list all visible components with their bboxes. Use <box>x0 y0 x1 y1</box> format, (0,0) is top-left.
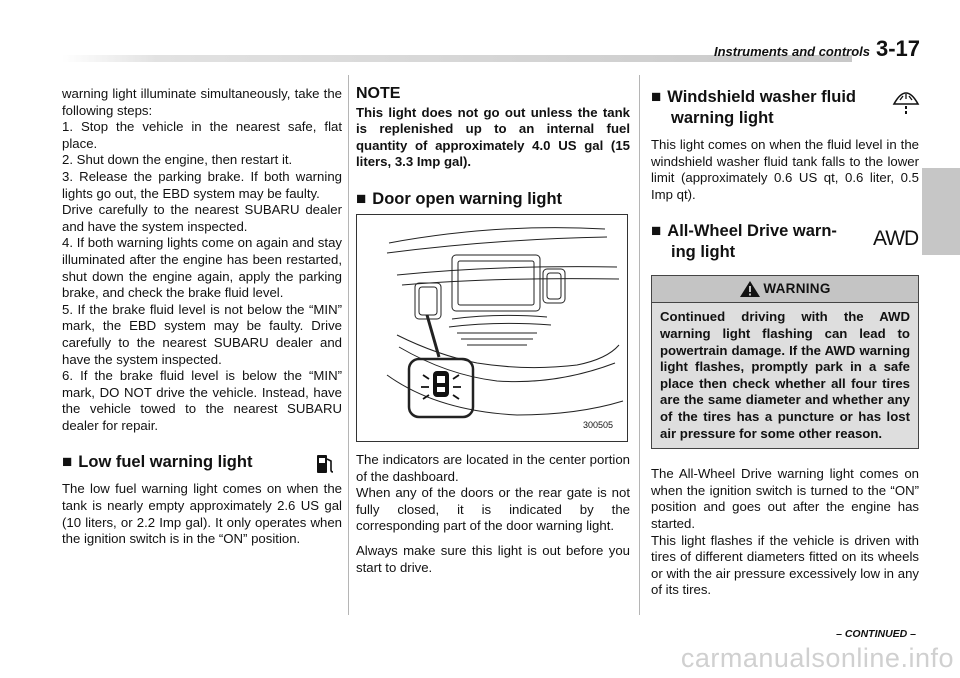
section-title: Instruments and controls <box>713 44 870 59</box>
door-text: When any of the doors or the rear gate is not fully closed, it is indicated by the corresponding part of the door warning light. <box>356 485 630 534</box>
column-left <box>62 86 342 548</box>
step: 4. If both warning lights come on again and stay illuminated after the engine has been restarted, shut down the engine again, apply the parking brake, and check the brake fluid level. <box>62 235 342 301</box>
step: 2. Shut down the engine, then restart it. <box>62 152 293 168</box>
awd-heading: ■ All-Wheel Drive warn- ing light AWD <box>651 221 919 262</box>
square-bullet-icon: ■ <box>651 221 662 241</box>
paragraph: warning light illuminate simultaneously, take the following steps: <box>62 86 342 118</box>
warning-triangle-icon <box>739 280 761 298</box>
door-text: The indicators are located in the center portion of the dashboard. <box>356 451 630 484</box>
page-number: 3-17 <box>875 36 920 61</box>
square-bullet-icon: ■ <box>62 452 73 472</box>
door-warning-location-illustration <box>357 215 627 441</box>
step: 3. Release the parking brake. If both warning lights go out, the EBD system may be faulty. <box>62 168 342 201</box>
awd-text: The All-Wheel Drive warning light comes on when the ignition switch is turned to the “ON” position and goes out after the engine has started. <box>651 466 919 531</box>
chapter-thumb-tab <box>922 168 960 255</box>
warning-text: Continued driving with the AWD warning light flashing can lead to powertrain damage. If the AWD warning light flashes, promptly park in a safe place then check whether all four tires are the same diameter and whether any of the tires has a puncture or has lost air pressure for some other reason. <box>652 303 918 448</box>
washer-fluid-heading: ■ Windshield washer fluid warning light <box>651 86 919 129</box>
warning-box <box>651 275 919 449</box>
washer-text: This light comes on when the fluid level in the windshield washer fluid tank falls to the lower limit (approximately 0.6 US qt, 0.6 liter, 0.5 Imp qt). <box>651 137 919 202</box>
door-open-heading: ■ Door open warning light <box>356 188 563 208</box>
fuel-pump-icon <box>314 449 336 475</box>
warning-header: WARNING <box>652 276 918 303</box>
note-text: This light does not go out unless the tank is replenished up to an internal fuel quantity of approximately 4.0 US gal (15 liters, 3.3 Imp gal). <box>356 104 630 170</box>
door-text: Always make sure this light is out before you start to drive. <box>356 542 630 575</box>
awd-text: This light flashes if the vehicle is driven with tires of different diameters fitted on its wheels or with the air pressure excessively low in any of its tires. <box>651 532 919 598</box>
awd-icon: AWD <box>873 227 919 251</box>
square-bullet-icon: ■ <box>651 87 662 106</box>
figure-number: 300505 <box>582 420 613 431</box>
step: 6. If the brake fluid level is below the “MIN” mark, DO NOT drive the vehicle. Instead, have the vehicle towed to the nearest SUBARU dealer for repair. <box>62 368 342 433</box>
low-fuel-heading: ■ Low fuel warning light <box>62 451 342 473</box>
note-title: NOTE <box>356 85 401 102</box>
column-divider <box>639 75 640 615</box>
watermark: carmanualsonline.info <box>680 643 954 673</box>
step: Drive carefully to the nearest SUBARU dealer and have the system inspected. <box>62 202 342 234</box>
step: 5. If the brake fluid level is not below the “MIN” mark, the EBD system may be faulty. Drive carefully to the nearest SUBARU dealer and have the system inspected. <box>62 301 342 367</box>
washer-fluid-icon <box>891 86 921 120</box>
column-middle <box>356 86 630 576</box>
low-fuel-text: The low fuel warning light comes on when the tank is nearly empty approximately 2.6 US gal (10 liters, or 2.2 Imp gal). It only operates when the ignition switch is in the “ON” position. <box>62 481 342 547</box>
step: 1. Stop the vehicle in the nearest safe, flat place. <box>62 119 342 151</box>
column-right <box>651 86 919 599</box>
continued-label: – CONTINUED – <box>836 628 916 640</box>
square-bullet-icon: ■ <box>356 188 367 208</box>
column-divider <box>348 75 349 615</box>
dashboard-illustration <box>356 214 628 442</box>
